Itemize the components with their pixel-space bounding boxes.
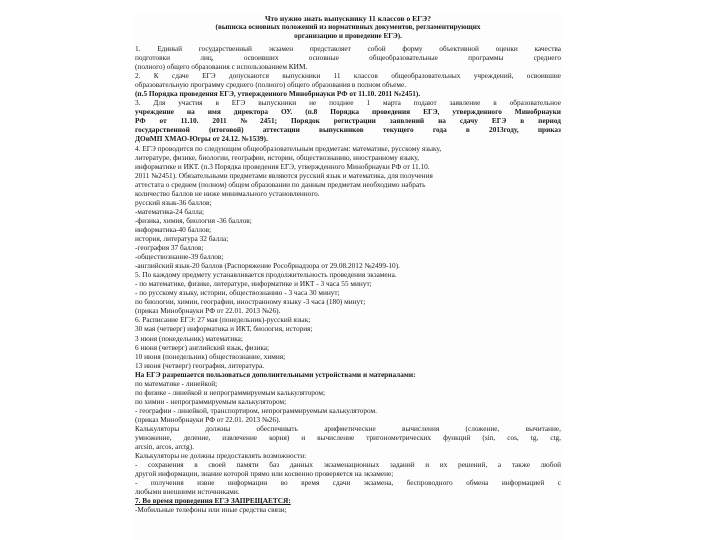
reference-line: (п.5 Порядка проведения ЕГЭ, утвержденного Минобрнауки РФ от 11.10. 2011 №2451). xyxy=(135,89,421,99)
text-line: аттестата о среднем (полном) общем образовании по данным предметам необходимо набрать xyxy=(135,179,426,189)
allowed-line: по химии - непрограммируемым калькулятором; xyxy=(135,396,287,406)
calculator-line: - получения извне информации во время сдачи экзамена, беспроводного обмена информацией с xyxy=(135,478,561,488)
text-line: образовательную программу среднего (полного) общего образования в полном объеме. xyxy=(135,80,407,90)
scanned-document-page xyxy=(133,14,563,540)
schedule-line: 3 июня (понедельник) математика; xyxy=(135,333,243,343)
schedule-line: 30 мая (четверг) информатика и ИКТ, биология, история; xyxy=(135,324,313,334)
item-1-line: 1. Единый государственный экзамен представляет собой форму объективной оценки качества xyxy=(135,44,561,53)
prohibited-line: -Мобильные телефоны или иные средства связи; xyxy=(135,505,287,515)
text-line: 2011 №2451). Обязательными предметами являются русский язык и математика, для получения xyxy=(135,170,433,180)
text-line: подготовки лиц, освоивших основные общеобразовательные программы среднего xyxy=(135,53,561,63)
calculator-line: Калькуляторы должны обеспечивать арифметические вычисления (сложение, вычитание, xyxy=(135,423,561,433)
text-line: литературе, физике, биологии, географии, истории, обществознанию, иностранному языку, xyxy=(135,152,419,162)
score-line: история, литература 32 балла; xyxy=(135,233,229,243)
document-subtitle-line-1: (выписка основных положений из нормативных документов, регламентирующих xyxy=(215,23,481,31)
calculator-line: Калькуляторы не должны предоставлять возможности: xyxy=(135,451,307,461)
item-3-line: 3. Для участия в ЕГЭ выпускники не позднее 1 марта подают заявление в образовательное xyxy=(135,98,561,108)
score-line: -английский язык-20 баллов (Распоряжение Рособрнадзора от 29.08.2012 №2499-10). xyxy=(135,261,400,271)
calculator-line: - сохранения в своей памяти баз данных экзаменационных заданий и их решений, а также любой xyxy=(135,460,561,470)
item-6-line: 6. Расписание ЕГЭ: 27 мая (понедельник)-русский язык; xyxy=(135,315,311,325)
text-line: количество баллов не ниже минимального установленного. xyxy=(135,188,320,198)
item-7-line: 7. Во время проведения ЕГЭ ЗАПРЕЩАЕТСЯ: xyxy=(135,496,291,506)
score-line: информатика-40 баллов; xyxy=(135,224,212,234)
reference-line: государственной (итоговой) аттестации выпускников текущего года в 2013году, приказ xyxy=(135,125,561,135)
score-line: русский язык-36 баллов; xyxy=(135,197,212,207)
allowed-materials-heading: На ЕГЭ разрешается пользоваться дополнительными устройствами и материалами: xyxy=(135,369,416,379)
schedule-line: 13 июня (четверг) география, литература. xyxy=(135,360,265,370)
allowed-line: по математике - линейкой; xyxy=(135,378,218,388)
score-line: -математика-24 балла; xyxy=(135,206,204,216)
score-line: -физика, химия, биология -36 баллов; xyxy=(135,215,252,225)
calculator-line: другой информации, знание которой прямо или косвенно проверяется на экзамене; xyxy=(135,469,394,479)
reference-line: учреждение на имя директора ОУ. (п.8 Порядка проведения ЕГЭ, утвержденного Минобрнауки xyxy=(135,107,561,117)
score-line: -география 37 баллов; xyxy=(135,243,204,253)
allowed-line: по физике - линейкой и непрограммируемым калькулятором; xyxy=(135,387,326,397)
document-subtitle-line-2: организацию и проведение ЕГЭ). xyxy=(294,32,402,40)
duration-line: - по русскому языку, истории, обществознанию - 3 часа 30 минут; xyxy=(135,288,340,298)
calculator-line: arcsin, arcos, arctg). xyxy=(135,442,194,452)
duration-line: по биологии, химии, географии, иностранному языку -3 часа (180) минут; xyxy=(135,297,366,307)
document-body xyxy=(133,44,563,514)
reference-line: (приказ Минобрнауки РФ от 22.01. 2013 №26). xyxy=(135,414,281,424)
reference-line: (приказ Минобрнауки РФ от 22.01. 2013 №26). xyxy=(135,306,281,316)
item-5-line: 5. По каждому предмету устанавливается продолжительность проведения экзамена. xyxy=(135,270,397,280)
schedule-line: 6 июня (четверг) английский язык, физика; xyxy=(135,342,270,352)
reference-line: РФ от 11.10. 2011 №2451; Порядок регистрации заявлений на сдачу ЕГЭ в период xyxy=(135,116,561,126)
schedule-line: 10 июня (понедельник) обществознание, химия; xyxy=(135,351,286,361)
item-2-line: 2. К сдаче ЕГЭ допускаются выпускники 11 классов общеобразовательных учреждений, освоившие xyxy=(135,71,561,81)
text-line: (полного) общего образования с использованием КИМ. xyxy=(135,62,308,72)
allowed-line: - географии - линейкой, транспортиром, непрограммируемым калькулятором. xyxy=(135,405,377,415)
score-line: -обществознание-39 баллов; xyxy=(135,252,224,262)
document-title: Что нужно знать выпускнику 11 классов о ЕГЭ? xyxy=(264,14,432,23)
item-4-line: 4. ЕГЭ проводится по следующим общеобразовательным предметам: математике, русскому языку, xyxy=(135,143,442,153)
reference-line: ДОиМП ХМАО-Югры от 24.12. №1539). xyxy=(135,134,268,144)
duration-line: - по математике, физике, литературе, информатике и ИКТ - 3 часа 55 минут; xyxy=(135,279,372,289)
calculator-line: любыми внешними источниками. xyxy=(135,487,240,497)
calculator-line: умножение, деление, извлечение корня) и вычисление тригонометрических функций (sin, cos, tg, ctg, xyxy=(135,433,561,443)
text-line: информатике и ИКТ. (п.3 Порядка проведения ЕГЭ, утвержденного Минобрнауки РФ от 11.10. xyxy=(135,161,430,171)
